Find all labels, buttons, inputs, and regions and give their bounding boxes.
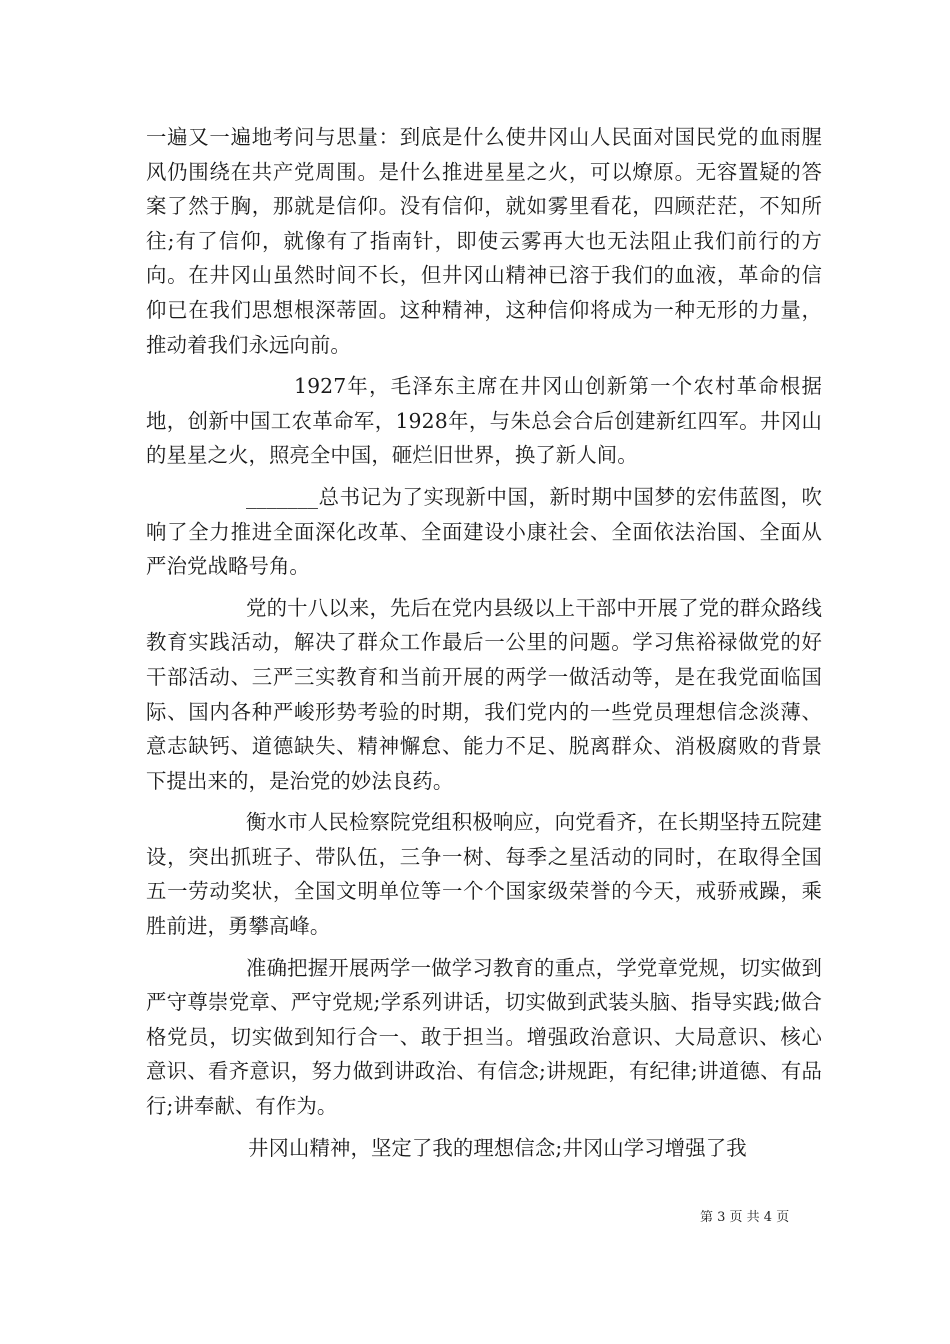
paragraph-chinese-dream: _______总书记为了实现新中国，新时期中国梦的宏伟蓝图，吹响了全力推进全面深化改革、全面建设小康社会、全面依法治国、全面从严治党战略号角。 [146,484,822,579]
paragraph-two-studies: 准确把握开展两学一做学习教育的重点，学党章党规，切实做到严守尊崇党章、严守党规;学系列讲话，切实做到武装头脑、指导实践;做合格党员，切实做到知行合一、敢于担当。增强政治意识、大局意识、核心意识、看齐意识，努力做到讲政治、有信念;讲规距，有纪律;讲道德、有品行;讲奉献、有作为。 [146,955,822,1119]
paragraph-faith: 一遍又一遍地考问与思量：到底是什么使井冈山人民面对国民党的血雨腥风仍围绕在共产党周围。是什么推进星星之火，可以燎原。无容置疑的答案了然于胸，那就是信仰。没有信仰，就如雾里看花，四顾茫茫，不知所往;有了信仰，就像有了指南针，即使云雾再大也无法阻止我们前行的方向。在井冈山虽然时间不长，但井冈山精神已溶于我们的血液，革命的信仰已在我们思想根深蒂固。这种精神，这种信仰将成为一种无形的力量，推动着我们永远向前。 [146,125,822,357]
paragraph-1927: 1927年，毛泽东主席在井冈山创新第一个农村革命根据地，创新中国工农革命军，1928年，与朱总会合后创建新红四军。井冈山的星星之火，照亮全中国，砸烂旧世界，换了新人间。 [146,374,822,468]
paragraph-hengshui: 衡水市人民检察院党组积极响应，向党看齐，在长期坚持五院建设，突出抓班子、带队伍，三争一树、每季之星活动的同时，在取得全国五一劳动奖状，全国文明单位等一个个国家级荣誉的今天，戒骄戒躁，乘胜前进，勇攀高峰。 [146,810,822,939]
paragraph-eighteenth-congress: 党的十八以来，先后在党内县级以上干部中开展了党的群众路线教育实践活动，解决了群众工作最后一公里的问题。学习焦裕禄做党的好干部活动、三严三实教育和当前开展的两学一做活动等，是在我党面临国际、国内各种严峻形势考验的时期，我们党内的一些党员理想信念淡薄、意志缺钙、道德缺失、精神懈怠、能力不足、脱离群众、消极腐败的背景下提出来的，是治党的妙法良药。 [146,595,822,793]
paragraph-jinggangshan-spirit: 井冈山精神，坚定了我的理想信念;井冈山学习增强了我 [248,1135,747,1160]
document-page [146,120,822,1172]
page-number: 第 3 页 共 4 页 [700,1210,790,1225]
